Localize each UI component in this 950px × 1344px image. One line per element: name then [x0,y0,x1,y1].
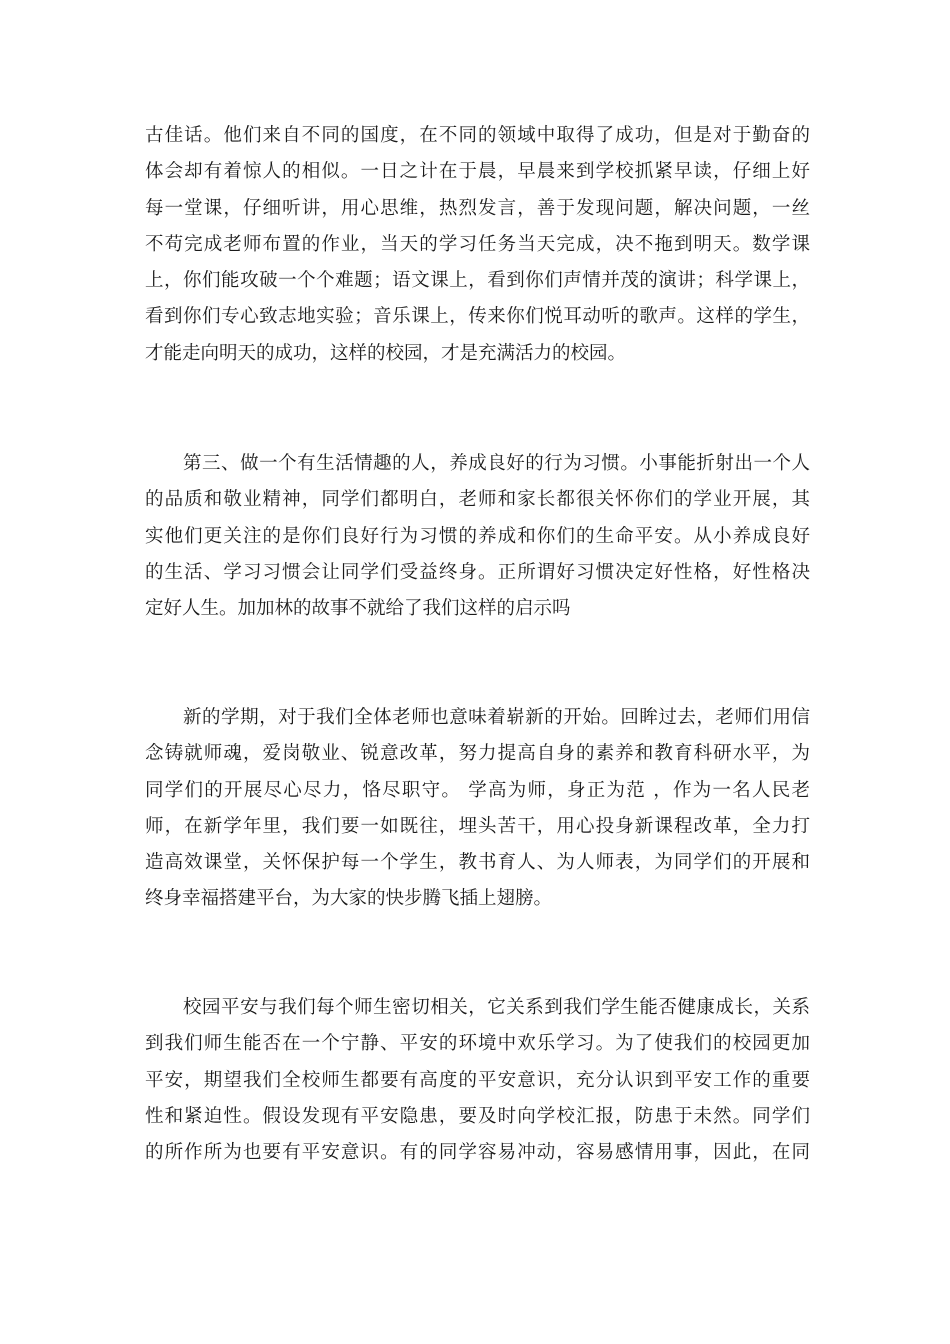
text-line: 造高效课堂，关怀保护每一个学生，教书育人、为人师表，为同学们的开展和 [145,852,810,874]
text-line: 第三、做一个有生活情趣的人，养成良好的行为习惯。小事能折射出一个人 [145,453,810,474]
text-line: 校园平安与我们每个师生密切相关，它关系到我们学生能否健康成长，关系 [145,997,810,1018]
text-line: 性和紧迫性。假设发现有平安隐患，要及时向学校汇报，防患于未然。同学们 [145,1105,810,1127]
text-line: 体会却有着惊人的相似。一日之计在于晨，早晨来到学校抓紧早读，仔细上好 [145,161,810,183]
text-line: 每一堂课，仔细听讲，用心思维，热烈发言，善于发现问题，解决问题，一丝 [145,197,810,219]
text-line: 不苟完成老师布置的作业，当天的学习任务当天完成，决不拖到明天。数学课 [145,233,810,255]
text-line: 的所作所为也要有平安意识。有的同学容易冲动，容易感情用事，因此，在同 [145,1142,810,1164]
text-line: 的生活、学习习惯会让同学们受益终身。正所谓好习惯决定好性格，好性格决 [145,561,810,583]
text-line: 平安，期望我们全校师生都要有高度的平安意识，充分认识到平安工作的重要 [145,1069,810,1091]
text-line: 才能走向明天的成功，这样的校园，才是充满活力的校园。 [145,342,627,364]
text-line: 定好人生。加加林的故事不就给了我们这样的启示吗 [145,598,571,620]
text-line: 实他们更关注的是你们良好行为习惯的养成和你们的生命平安。从小养成良好 [145,525,810,547]
paragraph-safety [145,990,810,1171]
text-line: 新的学期，对于我们全体老师也意味着崭新的开始。回眸过去，老师们用信 [145,707,810,728]
text-line: 的品质和敬业精神，同学们都明白，老师和家长都很关怀你们的学业开展，其 [145,489,810,511]
paragraph-habits [145,446,810,627]
text-line: 上，你们能攻破一个个难题；语文课上，看到你们声情并茂的演讲；科学课上， [145,270,810,292]
text-line: 看到你们专心致志地实验；音乐课上，传来你们悦耳动听的歌声。这样的学生， [145,306,810,328]
text-line: 念铸就师魂，爱岗敬业、锐意改革，努力提高自身的素养和教育科研水平，为 [145,743,810,765]
text-line: 终身幸福搭建平台，为大家的快步腾飞插上翅膀。 [145,888,553,910]
text-line: 到我们师生能否在一个宁静、平安的环境中欢乐学习。为了使我们的校园更加 [145,1033,810,1055]
paragraph-teachers [145,700,810,918]
text-line: 师，在新学年里，我们要一如既往，埋头苦干，用心投身新课程改革，全力打 [145,815,810,837]
paragraph-diligence [145,118,810,372]
text-line: 古佳话。他们来自不同的国度，在不同的领域中取得了成功，但是对于勤奋的 [145,125,810,146]
text-line: 同学们的开展尽心尽力，恪尽职守。 学高为师，身正为范 ，作为一名人民老 [145,779,810,801]
